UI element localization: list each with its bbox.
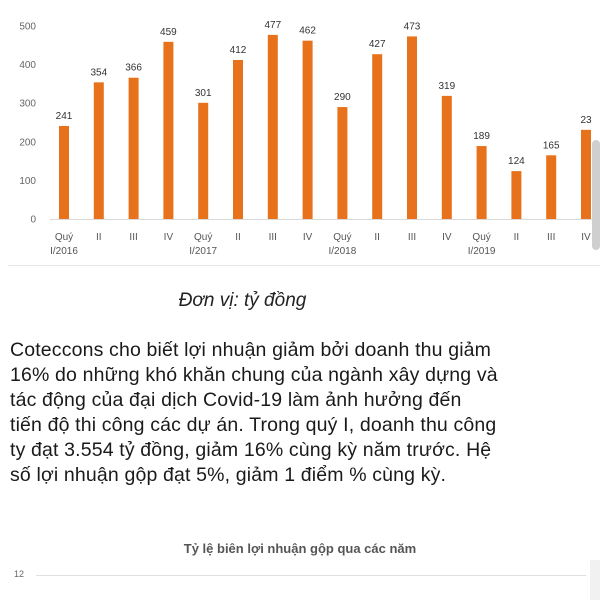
bar [511, 171, 521, 219]
x-category-label: III [268, 232, 277, 243]
x-category-label: Quý [472, 232, 491, 243]
bar-value-label: 366 [125, 62, 142, 74]
bar [94, 82, 104, 219]
y-tick-label: 100 [19, 175, 36, 187]
revenue-bar-chart [0, 0, 600, 275]
bar [163, 42, 173, 219]
bar [477, 146, 487, 219]
y-tick-label: 0 [30, 214, 36, 226]
bar-value-label: 319 [438, 80, 456, 92]
x-category-label: Quý [194, 232, 213, 243]
bar-value-label: 412 [229, 44, 247, 56]
x-category-label: IV [581, 232, 591, 243]
scrollbar-track[interactable] [590, 560, 600, 600]
bar [546, 155, 556, 219]
bar [303, 41, 313, 219]
bar-value-label: 301 [194, 87, 212, 99]
bar-value-label: 459 [160, 26, 177, 38]
bar-value-label: 189 [473, 131, 490, 143]
x-category-label: III [547, 232, 556, 243]
bar [59, 126, 69, 219]
x-category-sublabel: I/2018 [328, 246, 357, 257]
bar-value-label: 473 [403, 21, 421, 33]
x-category-label: Quý [333, 232, 352, 243]
bar-value-label: 290 [334, 92, 351, 104]
unit-caption: Đơn vị: tỷ đồng [178, 290, 307, 311]
x-category-label: IV [442, 232, 452, 243]
bar-value-label: 124 [508, 156, 525, 168]
x-category-label: II [96, 232, 102, 243]
x-category-label: III [129, 232, 138, 243]
bar [129, 78, 139, 219]
bar [442, 96, 452, 219]
y-tick-label: 400 [19, 60, 36, 72]
next-chart-title: Tỷ lệ biên lợi nhuận gộp qua các năm [183, 541, 417, 556]
y-tick-label: 500 [19, 21, 36, 33]
bar-value-label: 477 [264, 19, 282, 31]
x-category-label: II [235, 232, 241, 243]
chart-canvas [0, 0, 600, 275]
next-chart-y-tick: 12 [14, 569, 25, 579]
x-category-label: IV [302, 232, 313, 243]
scrollbar-thumb[interactable] [592, 140, 600, 250]
bar [233, 60, 243, 219]
x-category-sublabel: I/2017 [189, 246, 218, 257]
bar [407, 36, 417, 219]
bar [268, 35, 278, 219]
bar [581, 130, 591, 219]
bar [337, 107, 347, 219]
y-tick-label: 200 [19, 137, 36, 149]
bar-value-label: 354 [90, 67, 108, 79]
x-category-label: II [513, 232, 520, 243]
bar-value-label: 427 [368, 39, 386, 51]
bar-value-label: 241 [55, 110, 73, 122]
article-paragraph: Coteccons cho biết lợi nhuận giảm bởi doanh thu giảm 16% do những khó khăn chung của ngành xây dựng và tác động của đại dịch Covid-19 làm ảnh hưởng đến tiến độ thi công các dự án. Trong quý I, doanh thu công ty đạt 3.554 tỷ đồng, giảm 16% cùng kỳ năm trước. Hệ số lợi nhuận gộp đạt 5%, giảm 1 điểm % cùng kỳ. [10, 339, 498, 486]
x-category-label: III [407, 232, 417, 243]
x-category-label: Quý [54, 232, 74, 243]
x-category-label: IV [163, 232, 174, 243]
bar-value-label: 23 [580, 114, 592, 126]
y-tick-label: 300 [19, 98, 36, 110]
x-category-label: II [374, 232, 380, 243]
x-category-sublabel: I/2016 [50, 246, 78, 257]
bar-value-label: 165 [542, 140, 560, 152]
bar-value-label: 462 [299, 25, 316, 37]
x-category-sublabel: I/2019 [467, 246, 496, 257]
next-chart-gridline [36, 575, 586, 576]
bar [372, 54, 382, 219]
bar [198, 103, 208, 219]
